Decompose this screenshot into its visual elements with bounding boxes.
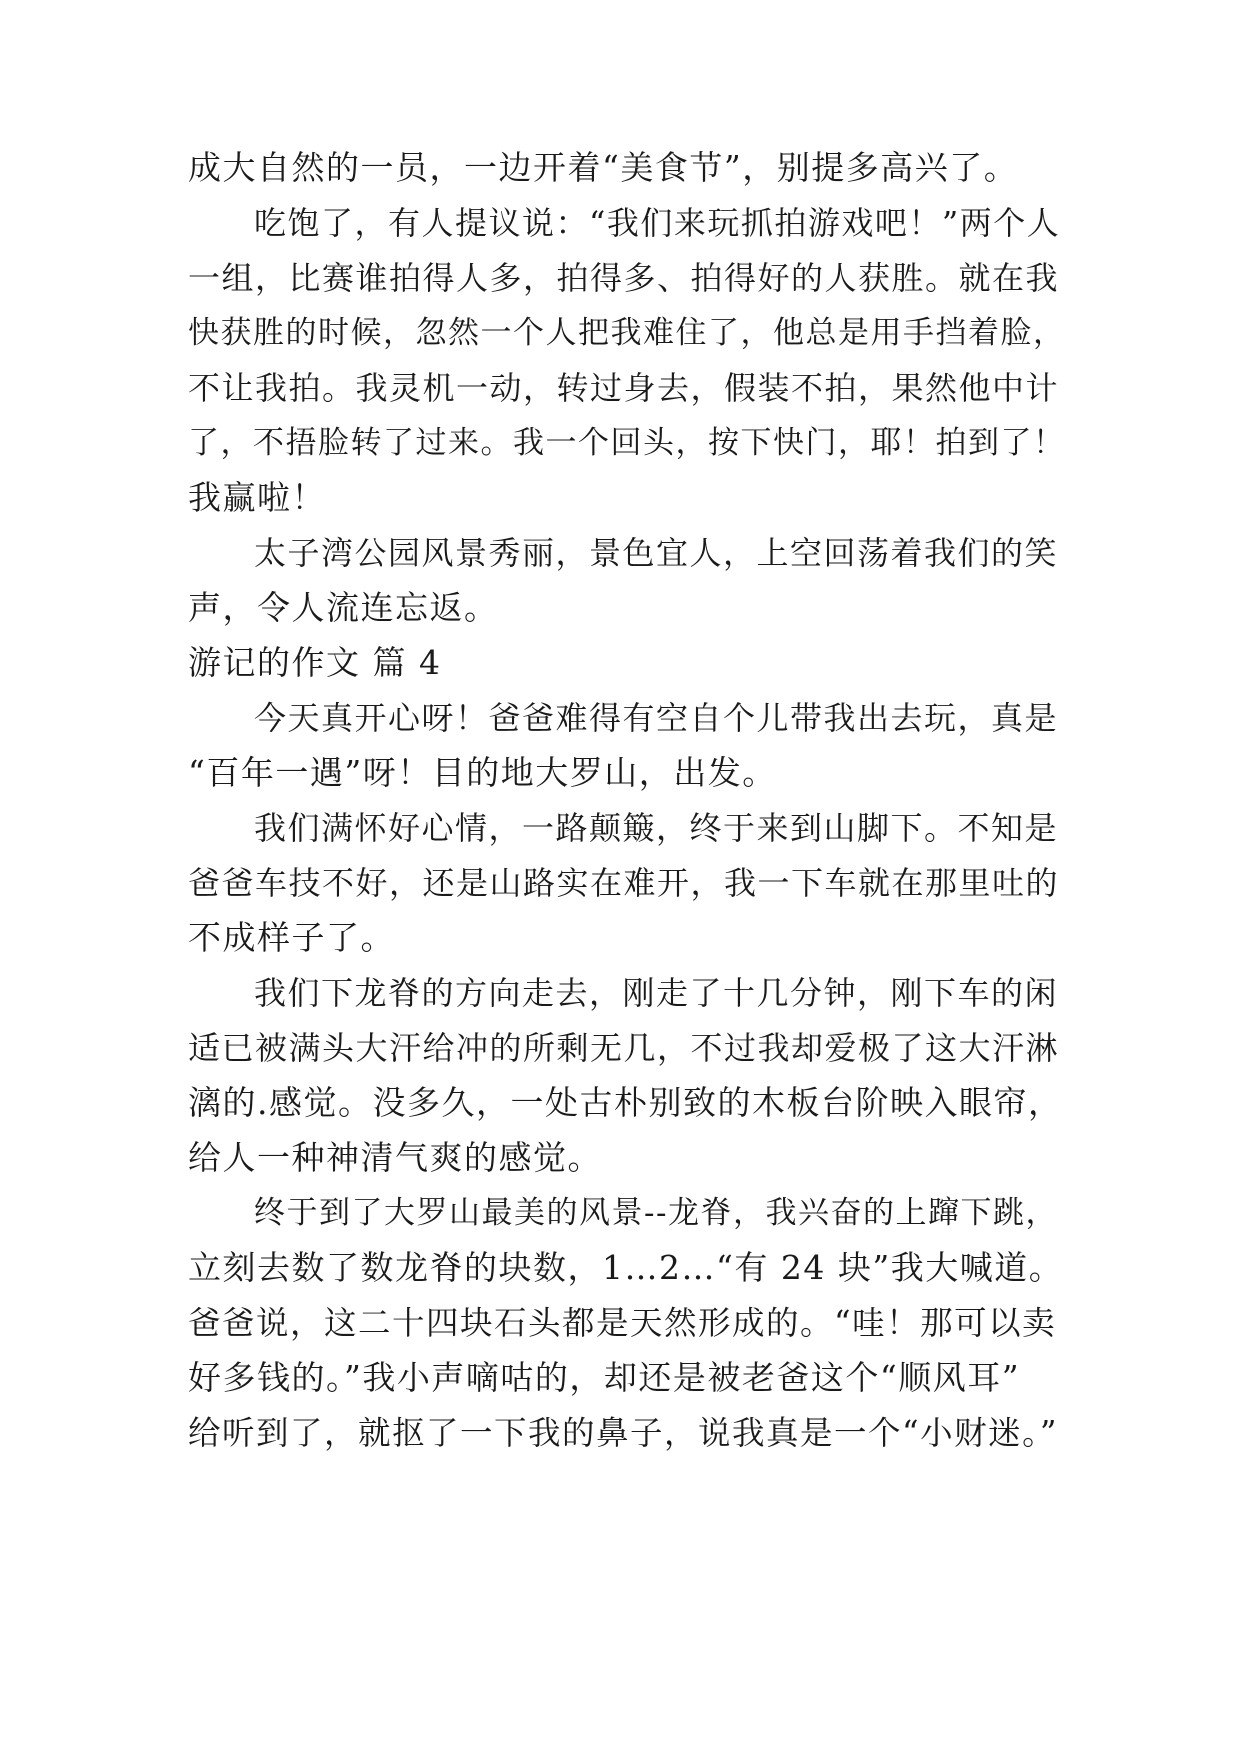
paragraph-start-line: 吃饱了，有人提议说：“我们来玩抓拍游戏吧！”两个人 <box>254 204 1061 242</box>
paragraph-start-line: 终于到了大罗山最美的风景--龙脊，我兴奋的上蹿下跳， <box>254 1195 1058 1231</box>
text-line: 好多钱的。”我小声嘀咕的，却还是被老爸这个“顺风耳” <box>188 1358 1021 1397</box>
text-line: 我赢啦！ <box>188 478 326 517</box>
text-line: 不让我拍。我灵机一动，转过身去，假装不拍，果然他中计 <box>188 369 1060 407</box>
text-line: 适已被满头大汗给冲的所剩无几，不过我却爱极了这大汗淋 <box>188 1029 1060 1067</box>
text-line: 声，令人流连忘返。 <box>188 588 499 627</box>
text-line: 爸爸车技不好，还是山路实在难开，我一下车就在那里吐的 <box>188 864 1060 902</box>
paragraph-start-line: 太子湾公园风景秀丽，景色宜人，上空回荡着我们的笑 <box>254 534 1059 572</box>
text-line: 爸爸说，这二十四块石头都是天然形成的。“哇！那可以卖 <box>188 1304 1057 1342</box>
text-line: 给听到了，就抠了一下我的鼻子，说我真是一个“小财迷。” <box>188 1414 1058 1452</box>
text-line: 一组，比赛谁拍得人多，拍得多、拍得好的人获胜。就在我 <box>188 259 1060 297</box>
text-line: 给人一种神清气爽的感觉。 <box>188 1138 602 1177</box>
text-line: 快获胜的时候，忽然一个人把我难住了，他总是用手挡着脸， <box>188 315 1066 351</box>
text-line: 成大自然的一员，一边开着“美食节”，别提多高兴了。 <box>188 148 1019 187</box>
text-line: 了，不捂脸转了过来。我一个回头，按下快门，耶！拍到了！ <box>188 425 1066 461</box>
section-heading: 游记的作文 篇 4 <box>188 643 442 682</box>
text-line: “百年一遇”呀！目的地大罗山，出发。 <box>188 753 777 792</box>
paragraph-start-line: 今天真开心呀！爸爸难得有空自个儿带我出去玩，真是 <box>254 699 1059 737</box>
paragraph-start-line: 我们下龙脊的方向走去，刚走了十几分钟，刚下车的闲 <box>254 974 1059 1012</box>
text-line: 立刻去数了数龙脊的块数，1…2…“有 24 块”我大喊道。 <box>188 1248 1064 1287</box>
paragraph-start-line: 我们满怀好心情，一路颠簸，终于来到山脚下。不知是 <box>254 809 1059 847</box>
text-line: 漓的.感觉。没多久，一处古朴别致的木板台阶映入眼帘， <box>188 1083 1063 1122</box>
text-line: 不成样子了。 <box>188 918 395 957</box>
